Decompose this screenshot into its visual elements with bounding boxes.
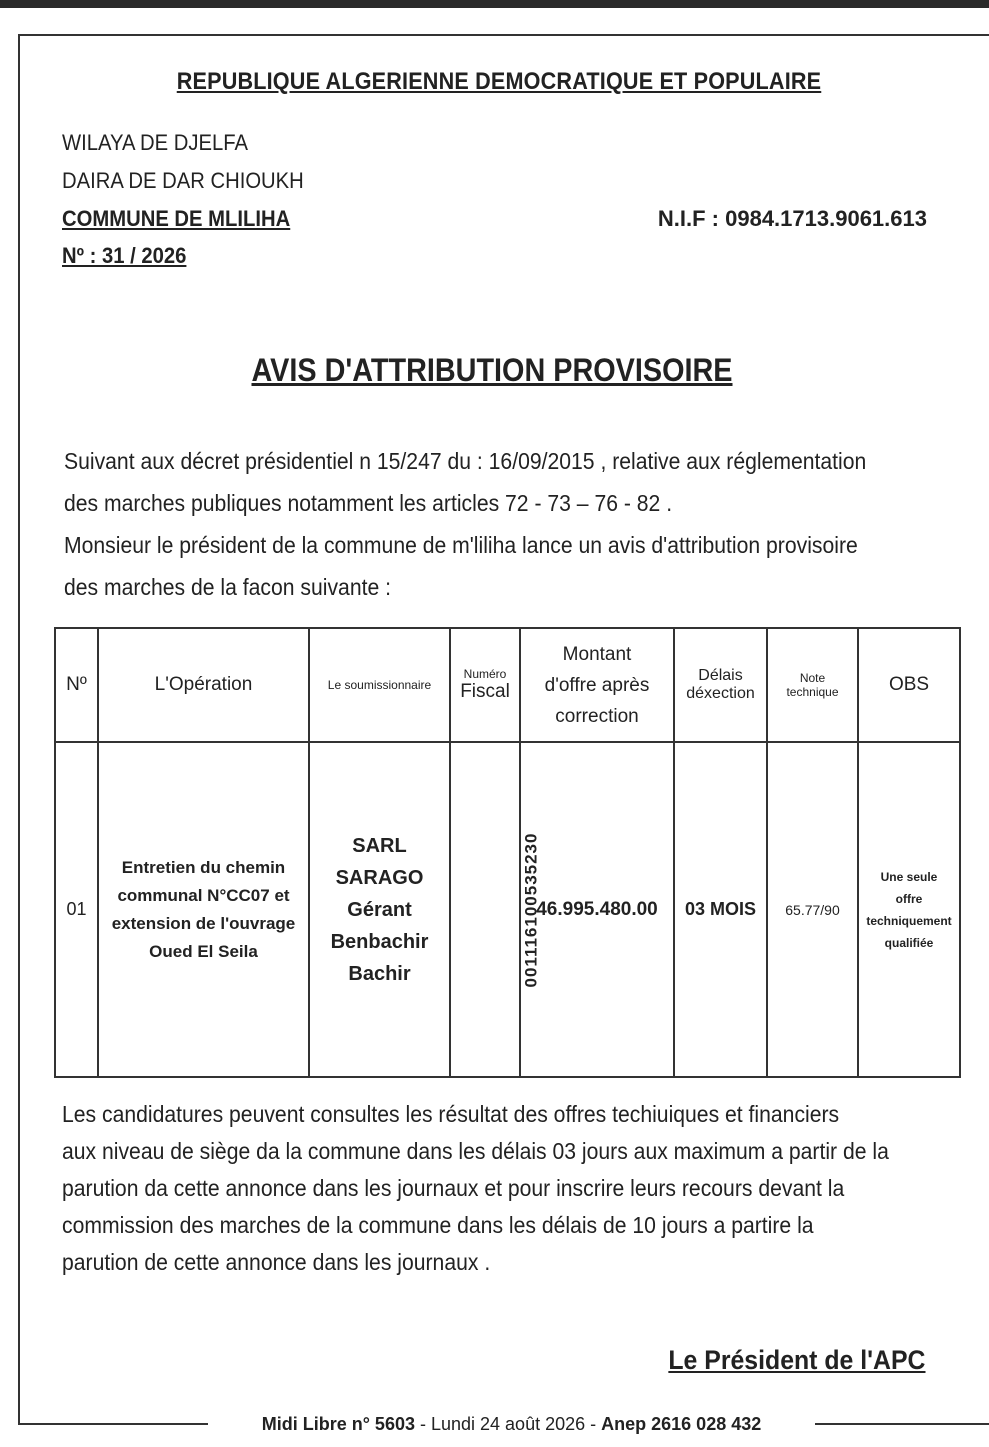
table-header-row — [55, 628, 960, 742]
cell-montant: 46.995.480.00 — [520, 742, 674, 1077]
wilaya-line: WILAYA DE DJELFA — [62, 130, 248, 155]
frame-border-bottom-right — [815, 1423, 989, 1425]
footer-date: Lundi 24 août 2026 — [430, 1414, 586, 1434]
signature: Le Président de l'APC — [667, 1345, 925, 1375]
closing-line: parution de cette annonce dans les journaux . — [62, 1249, 491, 1275]
header-note-line: technique — [786, 685, 839, 699]
cell-soumissionnaire — [309, 742, 450, 1077]
header-note — [767, 628, 858, 742]
attribution-table — [54, 627, 961, 1078]
footer-separator: - — [585, 1414, 602, 1434]
daira-line: DAIRA DE DAR CHIOUKH — [62, 168, 304, 193]
intro-paragraph — [64, 440, 892, 608]
publication-footer — [208, 1414, 815, 1435]
cell-obs — [858, 742, 960, 1077]
footer-anep: Anep 2616 028 432 — [601, 1414, 762, 1434]
soumissionnaire-line: SARAGO — [335, 866, 424, 889]
intro-line: des marches de la facon suivante : — [64, 574, 391, 600]
header-operation: L'Opération — [98, 628, 309, 742]
cell-delais: 03 MOIS — [674, 742, 767, 1077]
header-delais — [674, 628, 767, 742]
header-obs: OBS — [858, 628, 960, 742]
closing-paragraph — [62, 1096, 908, 1281]
operation-line: communal N°CC07 et — [117, 885, 290, 905]
header-montant-line: d'offre après — [544, 674, 650, 696]
table-row — [55, 742, 960, 1077]
intro-line: Suivant aux décret présidentiel n 15/247 du : 16/09/2015 , relative aux réglementation — [64, 448, 867, 474]
fiscal-number: 001116100535230 — [521, 832, 541, 987]
header-delais-line: déxection — [686, 685, 755, 702]
header-no: Nº — [55, 628, 98, 742]
intro-line: des marches publiques notamment les articles 72 - 73 – 76 - 82 . — [64, 490, 673, 516]
commune-line: COMMUNE DE MLILIHA — [62, 206, 291, 231]
soumissionnaire-line: SARL — [352, 834, 407, 857]
closing-line: Les candidatures peuvent consultes les résultat des offres techiuiques et financiers — [62, 1101, 840, 1127]
operation-line: extension de l'ouvrage — [111, 913, 296, 933]
cell-operation — [98, 742, 309, 1077]
closing-line: parution da cette annonce dans les journaux et pour inscrire leurs recours devant la — [62, 1175, 845, 1201]
frame-border-bottom-left — [18, 1423, 208, 1425]
header-montant-line: Montant — [562, 643, 632, 665]
soumissionnaire-line: Benbachir — [330, 930, 429, 953]
obs-line: qualifiée — [884, 935, 934, 950]
header-montant-line: correction — [555, 705, 639, 727]
obs-line: techniquement — [866, 913, 952, 928]
closing-line: commission des marches de la commune dans les délais de 10 jours a partire la — [62, 1212, 814, 1238]
soumissionnaire-line: Bachir — [348, 962, 411, 985]
obs-line: offre — [895, 891, 923, 906]
header-fiscal — [450, 628, 520, 742]
nif-number: N.I.F : 0984.1713.9061.613 — [657, 206, 927, 231]
soumissionnaire-line: Gérant — [347, 898, 412, 921]
intro-line: Monsieur le président de la commune de m'liliha lance un avis d'attribution provisoire — [64, 532, 858, 558]
republic-heading: REPUBLIQUE ALGERIENNE DEMOCRATIQUE ET POPULAIRE — [176, 68, 822, 95]
notice-title: AVIS D'ATTRIBUTION PROVISOIRE — [251, 352, 733, 388]
obs-line: Une seule — [880, 869, 938, 884]
header-soumissionnaire: Le soumissionnaire — [309, 628, 450, 742]
frame-border-left — [18, 34, 20, 1424]
header-fiscal-line: Numéro — [463, 667, 507, 681]
header-fiscal-line: Fiscal — [460, 681, 510, 702]
frame-border-top — [18, 34, 989, 36]
header-note-line: Note — [799, 671, 826, 685]
cell-fiscal — [450, 742, 541, 1077]
footer-paper: Midi Libre n° 5603 — [261, 1414, 415, 1434]
cell-no: 01 — [55, 742, 98, 1077]
operation-line: Entretien du chemin — [121, 857, 286, 877]
operation-line: Oued El Seila — [149, 941, 258, 961]
closing-line: aux niveau de siège da la commune dans les délais 03 jours aux maximum a partir de la — [62, 1138, 889, 1164]
header-delais-line: Délais — [698, 667, 743, 684]
footer-separator: - — [414, 1414, 431, 1434]
cell-note: 65.77/90 — [767, 742, 858, 1077]
header-montant — [520, 628, 674, 742]
reference-number: Nº : 31 / 2026 — [62, 243, 187, 268]
top-print-bar — [0, 0, 989, 8]
